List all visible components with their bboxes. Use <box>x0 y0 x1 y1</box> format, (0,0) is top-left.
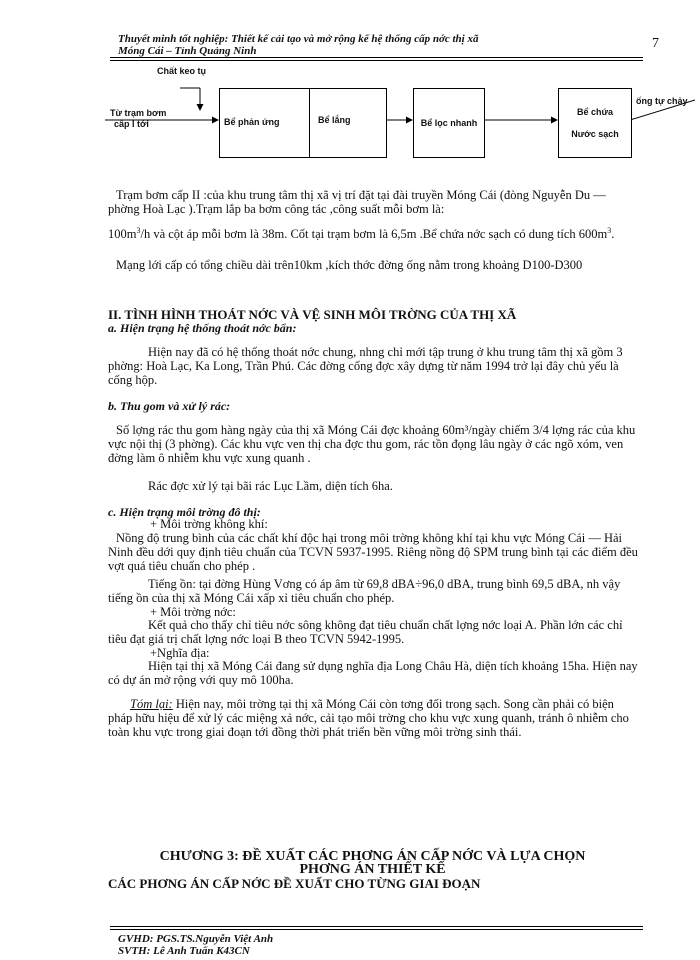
subsection-c-title: c. Hiện trạng môi trờng đô thị: <box>108 505 261 519</box>
header-line-2: Móng Cái – Tỉnh Quảng Ninh <box>118 45 257 57</box>
subsection-a-title: a. Hiện trạng hệ thống thoát nớc bẩn: <box>108 321 297 335</box>
box-reaction-tank: Bể phản ứng <box>224 117 280 127</box>
box-settling-tank: Bể lắng <box>318 115 351 125</box>
subsection-b-text-2: Rác đợc xử lý tại bãi rác Lục Lầm, diện tích 6ha. <box>148 479 393 493</box>
chapter-title <box>100 850 645 876</box>
source-label <box>110 108 166 130</box>
chapter-line-2: PHƠNG ÁN THIẾT KẾ <box>299 862 446 877</box>
water-text: Kết quả cho thấy chỉ tiêu nớc sông không đạt tiêu chuẩn chất lợng nớc loại A. Phần lớn các chỉ tiêu đạt giá trị chất lợng nớc loại B theo TCVN 5942-1995. <box>108 618 623 646</box>
footer <box>118 933 273 957</box>
footer-rule <box>110 926 643 930</box>
box-rapid-filter: Bể lọc nhanh <box>413 88 485 158</box>
pump-station-text: Trạm bơm cấp II :của khu trung tâm thị xã vị trí đặt tại đài truyền Móng Cái (đòng Nguyễn Du — phờng Hoà Lạc ).Trạm lắp ba bơm công tác ,công suất mỗi bơm là: <box>108 188 606 216</box>
cemetery-title: +Nghĩa địa: <box>150 646 210 660</box>
running-header <box>118 33 618 57</box>
air-text: Nồng độ trung bình của các chất khí độc hại trong môi trờng không khí tại khu vực Móng Cái — Hải Ninh đều dới quy định tiêu chuẩn của TCVN 5937-1995. Riêng nồng độ SPM trung bình tại các điểm đều vợt quá tiêu chuẩn cho phép . <box>108 531 638 573</box>
cemetery-text: Hiện tại thị xã Móng Cái đang sử dụng nghĩa địa Long Châu Hà, diện tích khoảng 15ha. Hiện nay có dự án mở rộng với quy mô 100ha. <box>108 659 638 687</box>
subsection-a-text: Hiện nay đã có hệ thống thoát nớc chung, nhng chỉ mới tập trung ở khu trung tâm thị xã gồm 3 phờng: Hoà Lạc, Ka Long, Trần Phú. Các đờng cống đợc xây dựng từ năm 1994 trở lại đây chủ yếu là cống hộp. <box>108 345 623 387</box>
chapter-subtitle: CÁC PHƠNG ÁN CẤP NỚC ĐỀ XUẤT CHO TỪNG GIAI ĐOẠN <box>108 876 481 891</box>
header-rule <box>110 57 643 61</box>
box-clean-water-tank <box>558 88 632 158</box>
chapter-line-1: CHƯƠNG 3: ĐỀ XUẤT CÁC PHƠNG ÁN CẤP NỚC VÀ LỰA CHỌN <box>159 849 586 864</box>
noise-text: Tiếng ồn: tại đờng Hùng Vơng có áp âm từ 69,8 dBA÷96,0 dBA, trung bình 69,5 dBA, nh vậy tiếng ồn của thị xã Móng Cái xấp xỉ tiêu chuẩn cho phép. <box>108 577 621 605</box>
section-2-title: II. TÌNH HÌNH THOÁT NỚC VÀ VỆ SINH MÔI TRỜNG CỦA THỊ XÃ <box>108 307 517 322</box>
tank-line-1: Bể chứa <box>576 107 614 117</box>
summary-label: Tóm lại: <box>130 697 173 711</box>
source-line-2: cấp I tới <box>114 119 149 129</box>
water-title: + Môi trờng nớc: <box>150 605 236 619</box>
summary-text: Tóm lại: Hiện nay, môi trờng tại thị xã Móng Cái còn tơng đối trong sạch. Song cần phải có biện pháp hữu hiệu để xử lý các miệng xả nớc, cải tạo môi trờng cho khu vực xung quanh, tránh ô nhiễm cho toàn khu vực trong giai đoạn tới đồng thời phát triển bền vững môi trờng sinh thái. <box>108 697 629 739</box>
header-line-1: Thuyết minh tốt nghiệp: Thiết kế cải tạo và mở rộng kế hệ thống cấp nớc thị xã <box>118 33 479 45</box>
pump-station-text-2: $100m^3/h$ và cột áp mỗi bơm là 38m. Cốt tại trạm bơm là 6,5m .Bể chứa nớc sạch có dung tích $600m^3$. <box>108 226 615 242</box>
footer-student: SVTH: Lê Anh Tuấn K43CN <box>118 945 250 957</box>
subsection-b-text: Số lợng rác thu gom hàng ngày của thị xã Móng Cái đợc khoảng 60m³/ngày chiếm 3/4 lợng rác của khu vực nội thị (3 phờng). Các khu vực ven thị cha đợc thu gom, rác tồn đọng lâu ngày ở các ngõ xóm, ven đờng làm ô nhiễm khu vực xung quanh . <box>108 423 636 465</box>
tank-line-2: Nước sạch <box>571 129 619 139</box>
subsection-b-title: b. Thu gom và xử lý rác: <box>108 399 231 413</box>
gravity-pipe-label: ống tự chảy <box>636 96 688 106</box>
page-number: 7 <box>652 36 659 51</box>
reaction-settling-block <box>219 88 387 158</box>
network-text: Mạng lới cấp có tổng chiều dài trên10km ,kích thớc đờng ống nằm trong khoảng D100-D300 <box>116 258 583 272</box>
coagulant-label: Chất keo tụ <box>157 66 207 76</box>
air-title: + Môi trờng không khí: <box>150 517 268 531</box>
process-diagram <box>105 66 695 166</box>
footer-supervisor: GVHD: PGS.TS.Nguyễn Việt Anh <box>118 933 274 945</box>
source-line-1: Từ trạm bơm <box>110 108 167 118</box>
